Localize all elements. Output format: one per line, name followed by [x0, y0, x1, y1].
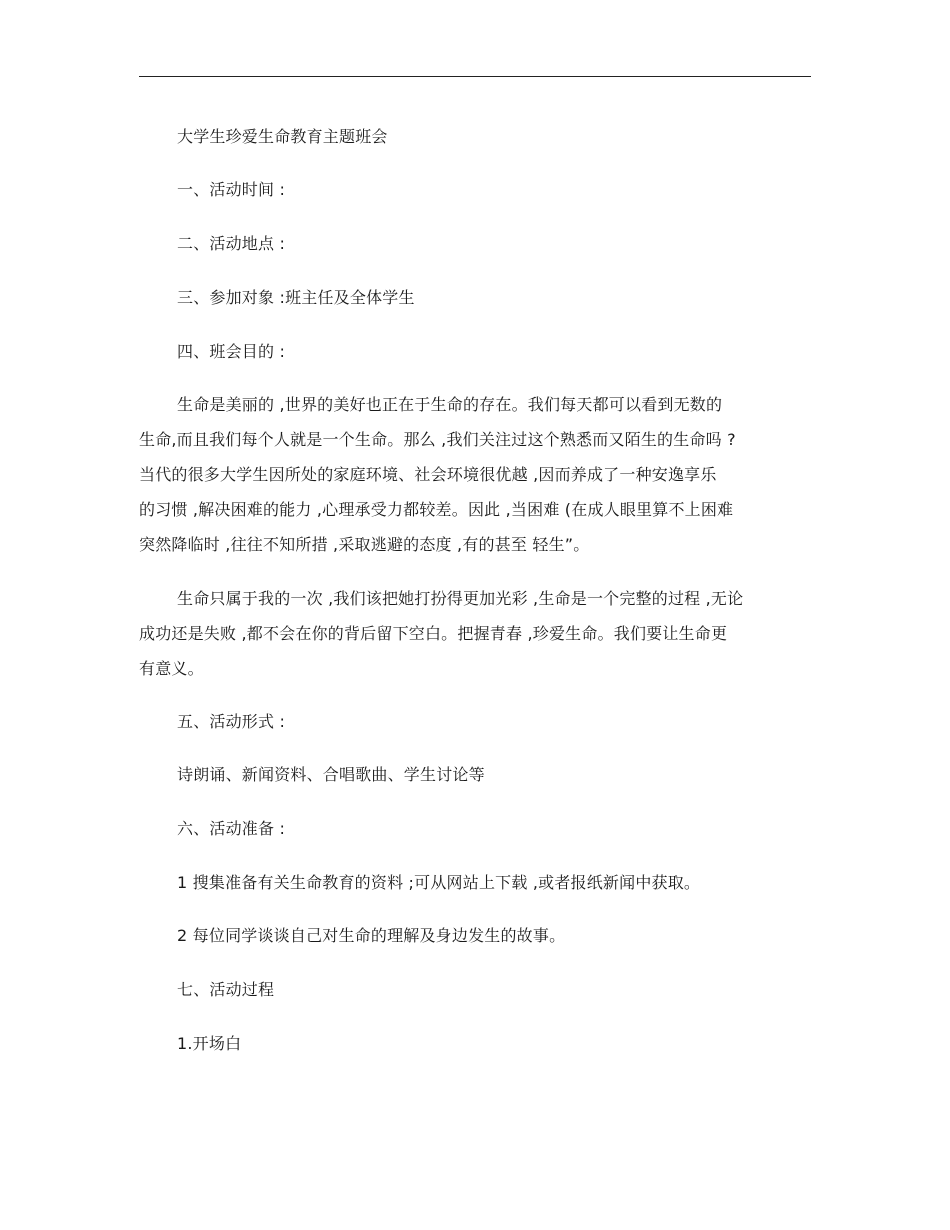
- paragraph-line: 生命只属于我的一次 ,我们该把她打扮得更加光彩 ,生命是一个完整的过程 ,无论: [177, 589, 744, 608]
- section-participants: 三、参加对象 :班主任及全体学生: [177, 288, 415, 307]
- paragraph-line: 的习惯 ,解决困难的能力 ,心理承受力都较差。因此 ,当困难 (在成人眼里算不上困难: [139, 500, 734, 519]
- section-preparation: 六、活动准备 :: [177, 819, 286, 838]
- section-place: 二、活动地点 :: [177, 234, 286, 253]
- paragraph-line: 当代的很多大学生因所处的家庭环境、社会环境很优越 ,因而养成了一种安逸享乐: [139, 465, 717, 484]
- section-purpose: 四、班会目的 :: [177, 342, 286, 361]
- section-time: 一、活动时间 :: [177, 180, 286, 199]
- section-form: 五、活动形式 :: [177, 712, 286, 731]
- prep-item-2: 2 每位同学谈谈自己对生命的理解及身边发生的故事。: [177, 926, 566, 945]
- paragraph-line: 生命是美丽的 ,世界的美好也正在于生命的存在。我们每天都可以看到无数的: [177, 395, 723, 414]
- paragraph-line: 成功还是失败 ,都不会在你的背后留下空白。把握青春 ,珍爱生命。我们要让生命更: [139, 624, 728, 643]
- document-title: 大学生珍爱生命教育主题班会: [177, 127, 388, 146]
- paragraph-line: 有意义。: [139, 659, 204, 678]
- section-process: 七、活动过程: [177, 980, 275, 999]
- prep-item-1: 1 搜集准备有关生命教育的资料 ;可从网站上下载 ,或者报纸新闻中获取。: [177, 873, 701, 892]
- process-item-1: 1.开场白: [177, 1034, 242, 1053]
- paragraph-line: 突然降临时 ,往往不知所措 ,采取逃避的态度 ,有的甚至 轻生”。: [139, 535, 590, 554]
- form-content: 诗朗诵、新闻资料、合唱歌曲、学生讨论等: [177, 765, 485, 784]
- header-rule: [139, 76, 811, 77]
- paragraph-line: 生命,而且我们每个人就是一个生命。那么 ,我们关注过这个熟悉而又陌生的生命吗 ?: [139, 430, 736, 449]
